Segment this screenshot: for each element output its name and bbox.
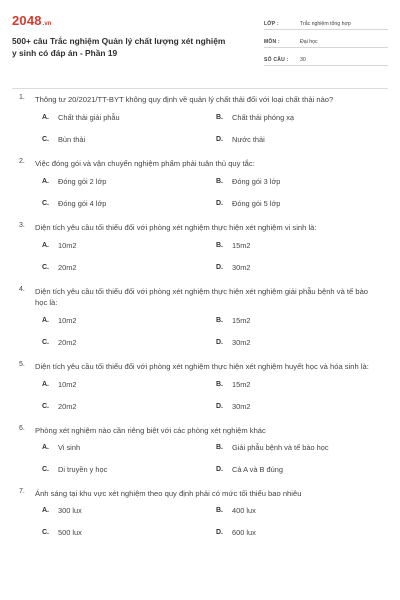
option-letter: C. — [42, 136, 49, 143]
answer-option-d[interactable] — [216, 402, 378, 412]
option-text: Đóng gói 5 lớp — [232, 199, 281, 208]
logo-main-text: 2048 — [12, 13, 42, 28]
answer-option-a[interactable] — [42, 241, 204, 251]
option-text: 10m2 — [58, 380, 77, 389]
option-text: 30m2 — [232, 402, 251, 411]
question-text: Phòng xét nghiệm nào cần riêng biệt với các phòng xét nghiệm khác — [35, 426, 266, 435]
meta-label-question-count: SỐ CÂU : — [264, 57, 289, 63]
answer-option-d[interactable] — [216, 199, 378, 209]
option-letter: B. — [216, 381, 223, 388]
option-letter: C. — [42, 264, 49, 271]
option-letter: A. — [42, 242, 49, 249]
answer-option-d[interactable] — [216, 465, 378, 475]
option-text: 15m2 — [232, 380, 251, 389]
question-number: 2. — [19, 158, 25, 165]
answer-option-c[interactable] — [42, 135, 204, 145]
answer-option-d[interactable] — [216, 528, 378, 538]
meta-value-subject: Đại học — [300, 39, 318, 45]
option-text: 400 lux — [232, 506, 256, 515]
option-letter: D. — [216, 264, 223, 271]
option-letter: B. — [216, 317, 223, 324]
answer-option-a[interactable] — [42, 177, 204, 187]
option-letter: C. — [42, 466, 49, 473]
option-letter: D. — [216, 136, 223, 143]
answer-options — [42, 316, 378, 348]
option-text: 500 lux — [58, 528, 82, 537]
answer-option-c[interactable] — [42, 338, 204, 348]
answer-option-b[interactable] — [216, 380, 378, 390]
answer-option-b[interactable] — [216, 241, 378, 251]
meta-label-subject: MÔN : — [264, 39, 280, 45]
option-text: Đóng gói 2 lớp — [58, 177, 107, 186]
answer-option-b[interactable] — [216, 316, 378, 326]
answer-option-b[interactable] — [216, 177, 378, 187]
option-letter: D. — [216, 403, 223, 410]
document-meta — [264, 15, 388, 69]
answer-option-a[interactable] — [42, 506, 204, 516]
question-text: Việc đóng gói và vận chuyển nghiệm phẩm phải tuân thủ quy tắc: — [35, 159, 255, 168]
option-text: 15m2 — [232, 316, 251, 325]
answer-options — [42, 506, 378, 538]
meta-row-question-count — [264, 51, 388, 66]
header-divider — [12, 88, 388, 89]
question-item-2 — [12, 158, 388, 209]
option-text: 10m2 — [58, 241, 77, 250]
option-letter: D. — [216, 466, 223, 473]
option-letter: A. — [42, 507, 49, 514]
question-number: 7. — [19, 488, 25, 495]
question-number: 6. — [19, 425, 25, 432]
option-text: Đóng gói 3 lớp — [232, 177, 281, 186]
option-text: Cả A và B đúng — [232, 465, 283, 474]
option-text: Chất thải giải phẫu — [58, 113, 120, 122]
option-letter: D. — [216, 200, 223, 207]
logo-domain-text: .vn — [42, 21, 52, 27]
option-letter: B. — [216, 507, 223, 514]
answer-option-c[interactable] — [42, 402, 204, 412]
header-left — [12, 10, 232, 59]
meta-value-class: Trắc nghiệm tổng hợp — [300, 21, 351, 27]
answer-option-d[interactable] — [216, 338, 378, 348]
option-text: Bùn thải — [58, 135, 86, 144]
option-letter: B. — [216, 178, 223, 185]
answer-option-c[interactable] — [42, 465, 204, 475]
question-number: 1. — [19, 94, 25, 101]
site-logo[interactable] — [12, 13, 232, 28]
question-item-3 — [12, 222, 388, 273]
question-item-5 — [12, 361, 388, 412]
question-item-4 — [12, 286, 388, 348]
answer-option-c[interactable] — [42, 528, 204, 538]
question-item-6 — [12, 425, 388, 475]
meta-row-class — [264, 15, 388, 30]
option-text: Giải phẫu bệnh và tế bào học — [232, 443, 329, 452]
answer-options — [42, 177, 378, 209]
option-text: 20m2 — [58, 338, 77, 347]
question-number: 3. — [19, 222, 25, 229]
answer-option-b[interactable] — [216, 443, 378, 453]
question-item-1 — [12, 94, 388, 145]
answer-option-a[interactable] — [42, 443, 204, 453]
answer-option-d[interactable] — [216, 263, 378, 273]
question-list — [12, 94, 388, 538]
answer-option-c[interactable] — [42, 263, 204, 273]
option-text: 15m2 — [232, 241, 251, 250]
option-text: 30m2 — [232, 338, 251, 347]
option-letter: C. — [42, 200, 49, 207]
option-text: 20m2 — [58, 402, 77, 411]
question-text: Thông tư 20/2021/TT-BYT không quy định về quản lý chất thải đối với loại chất thải nào? — [35, 95, 334, 104]
option-text: Di truyền y học — [58, 465, 108, 474]
answer-option-a[interactable] — [42, 380, 204, 390]
option-text: 300 lux — [58, 506, 82, 515]
option-text: Vi sinh — [58, 443, 81, 452]
option-letter: D. — [216, 529, 223, 536]
question-item-7 — [12, 488, 388, 538]
option-letter: C. — [42, 403, 49, 410]
answer-options — [42, 241, 378, 273]
option-text: 10m2 — [58, 316, 77, 325]
question-text: Diện tích yêu cầu tối thiểu đối với phòng xét nghiệm thực hiện xét nghiệm vi sinh là: — [35, 223, 317, 232]
meta-label-class: LỚP : — [264, 21, 279, 27]
question-text: Diện tích yêu cầu tối thiểu đối với phòng xét nghiệm thực hiện xét nghiệm giải phẫu bệnh và tế bào học là: — [35, 287, 369, 307]
question-text: Diện tích yêu cầu tối thiểu đối với phòng xét nghiệm thực hiện xét nghiệm huyết học và hóa sinh là: — [35, 362, 369, 371]
option-letter: C. — [42, 529, 49, 536]
option-text: 20m2 — [58, 263, 77, 272]
question-text: Ánh sáng tại khu vực xét nghiệm theo quy định phải có mức tối thiểu bao nhiêu — [35, 489, 302, 498]
option-letter: A. — [42, 178, 49, 185]
option-letter: A. — [42, 381, 49, 388]
option-letter: B. — [216, 444, 223, 451]
option-text: Chất thải phóng xạ — [232, 113, 295, 122]
option-letter: C. — [42, 339, 49, 346]
option-letter: A. — [42, 444, 49, 451]
document-title: 500+ câu Trắc nghiệm Quản lý chất lượng xét nghiệm y sinh có đáp án - Phần 19 — [12, 36, 226, 58]
meta-value-question-count: 30 — [300, 57, 306, 63]
option-text: 600 lux — [232, 528, 256, 537]
answer-options — [42, 443, 378, 475]
option-letter: B. — [216, 242, 223, 249]
option-letter: D. — [216, 339, 223, 346]
option-letter: A. — [42, 317, 49, 324]
question-number: 4. — [19, 286, 25, 293]
answer-options — [42, 113, 378, 145]
document-header — [12, 10, 388, 88]
answer-option-a[interactable] — [42, 113, 204, 123]
answer-option-a[interactable] — [42, 316, 204, 326]
answer-option-b[interactable] — [216, 506, 378, 516]
question-number: 5. — [19, 361, 25, 368]
answer-option-c[interactable] — [42, 199, 204, 209]
answer-option-b[interactable] — [216, 113, 378, 123]
option-letter: A. — [42, 114, 49, 121]
option-text: 30m2 — [232, 263, 251, 272]
answer-options — [42, 380, 378, 412]
option-letter: B. — [216, 114, 223, 121]
option-text: Đóng gói 4 lớp — [58, 199, 107, 208]
answer-option-d[interactable] — [216, 135, 378, 145]
option-text: Nước thải — [232, 135, 265, 144]
meta-row-subject — [264, 33, 388, 48]
